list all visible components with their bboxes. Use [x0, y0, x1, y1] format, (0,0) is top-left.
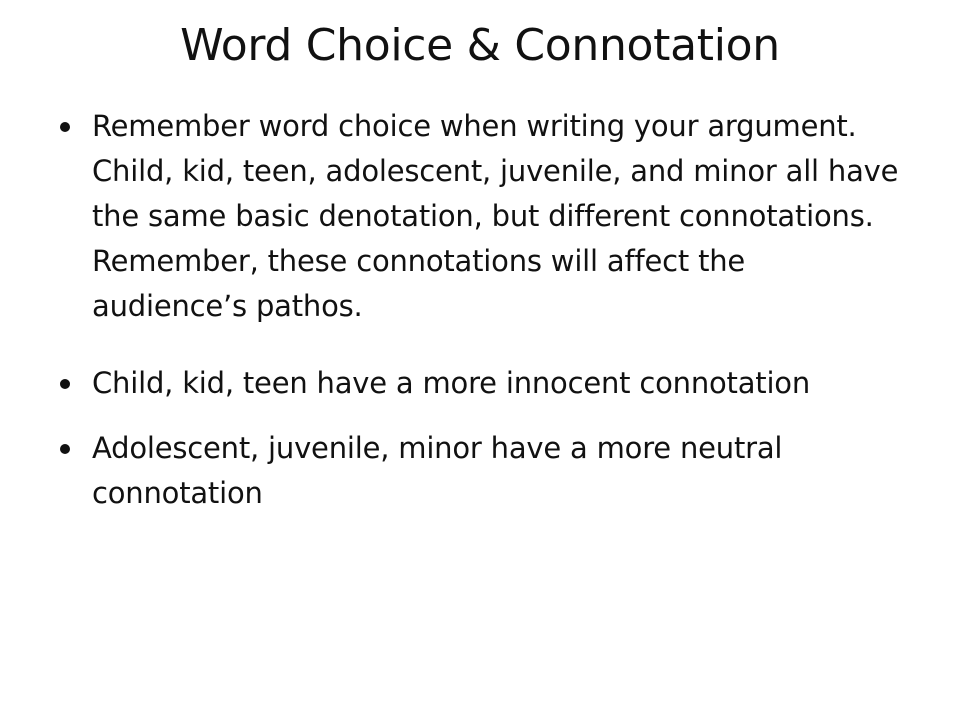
bullet-dot-icon — [60, 444, 70, 454]
bullet-dot-icon — [60, 122, 70, 132]
bullet-list — [60, 104, 900, 516]
bullet-item — [60, 361, 900, 406]
bullet-text: Child, kid, teen have a more innocent connotation — [92, 366, 811, 400]
bullet-text: Remember word choice when writing your argument. Child, kid, teen, adolescent, juvenile, and minor all have the same basic denotation, but different connotations. Remember, these connotations will affect the audience’s pathos. — [92, 109, 899, 323]
bullet-dot-icon — [60, 379, 70, 389]
bullet-item — [60, 426, 900, 516]
bullet-item — [60, 104, 900, 329]
bullet-text: Adolescent, juvenile, minor have a more neutral connotation — [92, 431, 783, 510]
slide-title: Word Choice & Connotation — [180, 20, 780, 71]
